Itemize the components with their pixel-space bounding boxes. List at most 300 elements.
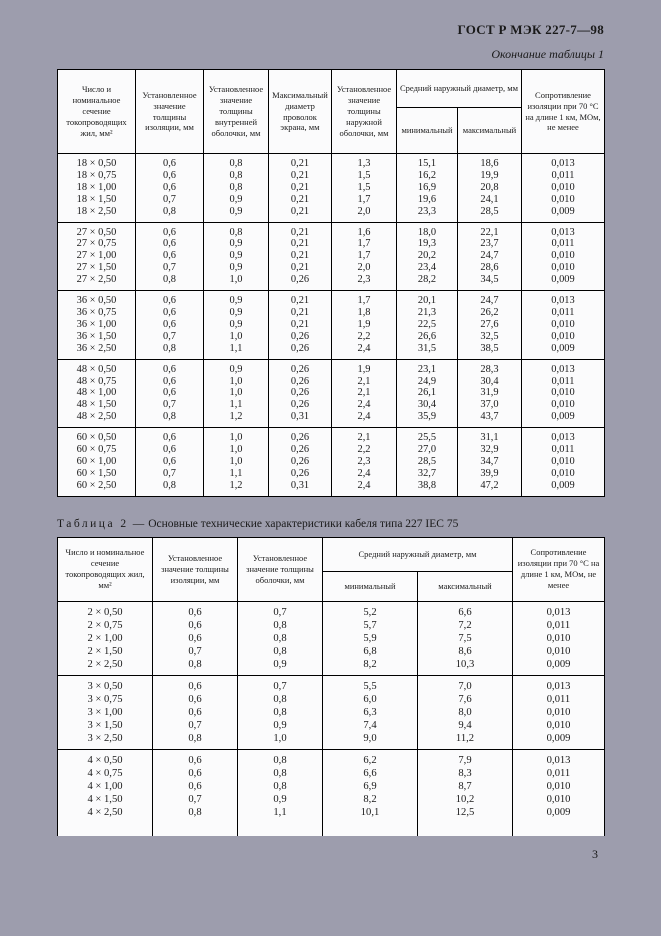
- table-cell: 26,1: [397, 387, 458, 399]
- table-continuation-row: [58, 823, 605, 836]
- table1-body: [58, 154, 605, 497]
- table-cell: 18,6: [458, 154, 522, 170]
- table-cell: 0,6: [153, 675, 238, 693]
- table-cell: 7,5: [418, 632, 513, 645]
- table-cell: 0,26: [269, 456, 332, 468]
- table-cell: 10,1: [323, 806, 418, 823]
- table-cell: 0,8: [153, 732, 238, 750]
- table-cell: 4 × 1,00: [58, 780, 153, 793]
- table-cell: 0,8: [238, 693, 323, 706]
- table-cell: 0,013: [513, 601, 605, 619]
- table-cell: 0,8: [204, 170, 269, 182]
- table-cell: 0,21: [269, 262, 332, 274]
- table-cell: 0,8: [238, 706, 323, 719]
- table-cell: 0,009: [522, 411, 605, 427]
- table-cell: 0,6: [136, 359, 204, 375]
- table-cell: 0,8: [238, 632, 323, 645]
- table-row: [58, 675, 605, 693]
- table-cell: 20,2: [397, 250, 458, 262]
- table-cell: 0,7: [153, 719, 238, 732]
- table-cell: 0,6: [136, 319, 204, 331]
- table-cell: 3 × 1,00: [58, 706, 153, 719]
- table-cell: 1,1: [204, 343, 269, 359]
- table-cell: 0,26: [269, 387, 332, 399]
- table2-header: [58, 537, 605, 601]
- table-cell: 1,7: [332, 238, 397, 250]
- table-cell: 60 × 0,75: [58, 444, 136, 456]
- table-cell: 0,010: [522, 399, 605, 411]
- table1-header-diameter-max: максимальный: [458, 108, 522, 154]
- table-cell: 7,0: [418, 675, 513, 693]
- table-cell: 0,011: [513, 767, 605, 780]
- table-cell: 2,1: [332, 376, 397, 388]
- table-cell: 48 × 1,50: [58, 399, 136, 411]
- table-cell: 0,010: [513, 645, 605, 658]
- table-cell: 0,010: [522, 250, 605, 262]
- table2-header-insulation: Установленное значение толщины изоляции, мм: [153, 537, 238, 601]
- table-cell: 18 × 1,50: [58, 194, 136, 206]
- table-cell: 23,7: [458, 238, 522, 250]
- table-cell: 0,26: [269, 399, 332, 411]
- table-cell: 0,8: [204, 222, 269, 238]
- table-cell: 1,7: [332, 250, 397, 262]
- table-cell: 27 × 0,75: [58, 238, 136, 250]
- table-cell: 28,5: [458, 206, 522, 222]
- table-cell: 0,6: [153, 749, 238, 767]
- table-row: [58, 767, 605, 780]
- table-cell: 27 × 2,50: [58, 274, 136, 290]
- table-cell: 0,011: [522, 444, 605, 456]
- table-cell: 19,6: [397, 194, 458, 206]
- table-cell: 0,011: [522, 307, 605, 319]
- table-cell: 0,010: [513, 632, 605, 645]
- table-cell: 0,26: [269, 444, 332, 456]
- table-cell: 1,3: [332, 154, 397, 170]
- table-cell: 24,1: [458, 194, 522, 206]
- table-cell: 0,9: [204, 307, 269, 319]
- table-cell-empty: [238, 823, 323, 836]
- table-cell: 0,010: [513, 719, 605, 732]
- table-cell: 24,7: [458, 291, 522, 307]
- table-cell: 0,010: [522, 468, 605, 480]
- table-cell: 1,9: [332, 319, 397, 331]
- table-cell: 0,6: [136, 456, 204, 468]
- table-cell: 0,26: [269, 343, 332, 359]
- table-cell: 7,4: [323, 719, 418, 732]
- table1-header-screen-wire: Максимальный диаметр проволок экрана, мм: [269, 70, 332, 154]
- table-cell: 20,8: [458, 182, 522, 194]
- table-cell: 30,4: [397, 399, 458, 411]
- table-cell: 1,7: [332, 291, 397, 307]
- table-cell: 0,31: [269, 411, 332, 427]
- table2-header-cores: Число и номинальное сечение токопроводящих жил, мм²: [58, 537, 153, 601]
- table-cell-empty: [513, 823, 605, 836]
- doc-number: ГОСТ Р МЭК 227-7—98: [457, 22, 604, 37]
- table-cell: 0,8: [238, 619, 323, 632]
- table-cell: 60 × 2,50: [58, 480, 136, 496]
- table1-cable-specs: [57, 69, 605, 497]
- table-cell: 2 × 1,50: [58, 645, 153, 658]
- table-cell: 0,8: [136, 480, 204, 496]
- table-cell: 4 × 0,50: [58, 749, 153, 767]
- table-row: [58, 444, 605, 456]
- table-cell: 0,013: [522, 428, 605, 444]
- table-cell: 4 × 0,75: [58, 767, 153, 780]
- table-cell: 0,010: [513, 780, 605, 793]
- table-cell: 0,8: [153, 658, 238, 676]
- table-cell: 8,0: [418, 706, 513, 719]
- table-cell: 6,3: [323, 706, 418, 719]
- table2-caption-dash: —: [132, 517, 145, 530]
- table-cell: 3 × 1,50: [58, 719, 153, 732]
- table2-caption-text: Основные технические характеристики кабеля типа 227 IEC 75: [148, 517, 459, 530]
- table-cell: 0,8: [136, 343, 204, 359]
- table1-header-insulation: Установленное значение толщины изоляции, мм: [136, 70, 204, 154]
- table-cell: 0,010: [522, 319, 605, 331]
- table-cell: 43,7: [458, 411, 522, 427]
- table-cell: 0,6: [136, 182, 204, 194]
- table-row: [58, 806, 605, 823]
- table-cell: 19,3: [397, 238, 458, 250]
- table-cell: 1,9: [332, 359, 397, 375]
- table2-header-diameter-max: максимальный: [418, 571, 513, 601]
- table-cell: 2,0: [332, 262, 397, 274]
- table-cell: 0,009: [513, 732, 605, 750]
- table-cell: 0,8: [238, 780, 323, 793]
- table-cell: 60 × 1,50: [58, 468, 136, 480]
- table-cell: 0,8: [238, 645, 323, 658]
- table-row: [58, 468, 605, 480]
- table1-header: [58, 70, 605, 154]
- table-cell: 32,5: [458, 331, 522, 343]
- table-row: [58, 780, 605, 793]
- table-cell: 0,9: [204, 319, 269, 331]
- table-cell: 0,010: [522, 194, 605, 206]
- table-cell: 0,009: [513, 806, 605, 823]
- table-cell: 0,9: [204, 291, 269, 307]
- table-cell: 0,21: [269, 307, 332, 319]
- table-cell: 1,0: [204, 428, 269, 444]
- table-cell: 48 × 0,50: [58, 359, 136, 375]
- table-cell: 48 × 1,00: [58, 387, 136, 399]
- table-row: [58, 182, 605, 194]
- table-cell: 22,1: [458, 222, 522, 238]
- table-cell: 0,6: [136, 387, 204, 399]
- table-cell: 0,7: [238, 601, 323, 619]
- table-cell: 48 × 2,50: [58, 411, 136, 427]
- table-cell: 1,2: [204, 480, 269, 496]
- table-cell: 0,9: [204, 206, 269, 222]
- table-cell: 36 × 1,00: [58, 319, 136, 331]
- table-cell: 10,2: [418, 793, 513, 806]
- table-cell: 8,2: [323, 793, 418, 806]
- table-cell: 20,1: [397, 291, 458, 307]
- table-cell: 0,6: [136, 444, 204, 456]
- table-cell: 26,6: [397, 331, 458, 343]
- table-cell: 2,4: [332, 343, 397, 359]
- table-cell: 0,7: [136, 399, 204, 411]
- table-cell: 15,1: [397, 154, 458, 170]
- table-cell: 0,7: [136, 194, 204, 206]
- table-cell: 0,6: [136, 428, 204, 444]
- table-cell: 0,26: [269, 376, 332, 388]
- table-cell: 2,2: [332, 331, 397, 343]
- table-cell: 0,26: [269, 274, 332, 290]
- table-cell: 0,8: [238, 767, 323, 780]
- table-cell: 36 × 2,50: [58, 343, 136, 359]
- table-cell: 18,0: [397, 222, 458, 238]
- table2-body: [58, 601, 605, 836]
- table-cell: 31,9: [458, 387, 522, 399]
- table-cell: 0,6: [136, 222, 204, 238]
- table-cell: 0,21: [269, 206, 332, 222]
- table-cell: 21,3: [397, 307, 458, 319]
- table-cell: 0,21: [269, 319, 332, 331]
- table-cell: 28,3: [458, 359, 522, 375]
- table-cell: 18 × 2,50: [58, 206, 136, 222]
- table-cell: 36 × 1,50: [58, 331, 136, 343]
- table-cell: 0,6: [136, 307, 204, 319]
- table1-continuation-note: Окончание таблицы 1: [491, 47, 604, 61]
- table-cell: 5,5: [323, 675, 418, 693]
- table-row: [58, 291, 605, 307]
- table-cell: 1,2: [204, 411, 269, 427]
- table-row: [58, 238, 605, 250]
- table-cell: 0,6: [136, 170, 204, 182]
- table-cell: 23,3: [397, 206, 458, 222]
- table-cell: 60 × 1,00: [58, 456, 136, 468]
- table-cell: 9,4: [418, 719, 513, 732]
- table-cell: 28,5: [397, 456, 458, 468]
- table-cell: 4 × 1,50: [58, 793, 153, 806]
- table-cell: 2 × 1,00: [58, 632, 153, 645]
- table-cell-empty: [58, 823, 153, 836]
- table-cell: 0,013: [522, 291, 605, 307]
- table-cell: 31,1: [458, 428, 522, 444]
- table-row: [58, 222, 605, 238]
- table-cell: 0,21: [269, 170, 332, 182]
- table-cell: 0,21: [269, 154, 332, 170]
- table-cell: 0,26: [269, 468, 332, 480]
- table-cell: 1,0: [204, 444, 269, 456]
- table-cell: 16,9: [397, 182, 458, 194]
- table-cell: 18 × 1,00: [58, 182, 136, 194]
- table-cell: 0,010: [522, 182, 605, 194]
- table-cell: 0,009: [522, 480, 605, 496]
- table-row: [58, 719, 605, 732]
- table-cell: 38,5: [458, 343, 522, 359]
- table-row: [58, 206, 605, 222]
- table-row: [58, 619, 605, 632]
- table-cell: 27,6: [458, 319, 522, 331]
- table-cell: 1,6: [332, 222, 397, 238]
- table-cell: 2,1: [332, 428, 397, 444]
- table-row: [58, 411, 605, 427]
- table-row: [58, 250, 605, 262]
- table-cell: 0,9: [238, 793, 323, 806]
- table-cell: 0,21: [269, 291, 332, 307]
- table-cell: 1,7: [332, 194, 397, 206]
- table-cell: 36 × 0,75: [58, 307, 136, 319]
- table-cell: 1,5: [332, 182, 397, 194]
- table-cell: 7,6: [418, 693, 513, 706]
- table1-header-diameter-min: минимальный: [397, 108, 458, 154]
- table-row: [58, 331, 605, 343]
- table-cell: 0,9: [204, 359, 269, 375]
- table-cell: 12,5: [418, 806, 513, 823]
- table-cell: 0,013: [513, 675, 605, 693]
- table-cell: 32,7: [397, 468, 458, 480]
- table-cell: 25,5: [397, 428, 458, 444]
- table-cell: 0,9: [204, 262, 269, 274]
- table-cell: 2,4: [332, 411, 397, 427]
- table-cell: 27 × 0,50: [58, 222, 136, 238]
- table-row: [58, 693, 605, 706]
- table-row: [58, 170, 605, 182]
- table-row: [58, 480, 605, 496]
- table-cell: 0,6: [136, 250, 204, 262]
- table-cell: 1,0: [204, 387, 269, 399]
- table-cell: 11,2: [418, 732, 513, 750]
- table-cell: 10,3: [418, 658, 513, 676]
- table-cell: 0,010: [522, 456, 605, 468]
- table-cell: 2,4: [332, 480, 397, 496]
- table-cell: 2,1: [332, 387, 397, 399]
- table2-header-diameter-min: минимальный: [323, 571, 418, 601]
- table-row: [58, 732, 605, 750]
- table-cell: 24,7: [458, 250, 522, 262]
- table-cell: 0,6: [153, 601, 238, 619]
- table-cell: 19,9: [458, 170, 522, 182]
- table-cell: 0,31: [269, 480, 332, 496]
- table-cell: 0,6: [136, 238, 204, 250]
- table-cell: 0,009: [522, 343, 605, 359]
- table1-header-cores: Число и номинальное сечение токопроводящих жил, мм²: [58, 70, 136, 154]
- table-cell: 0,21: [269, 238, 332, 250]
- table-row: [58, 319, 605, 331]
- table-row: [58, 632, 605, 645]
- table-row: [58, 793, 605, 806]
- table-cell: 7,9: [418, 749, 513, 767]
- table-cell: 0,21: [269, 250, 332, 262]
- table-cell: 39,9: [458, 468, 522, 480]
- table-row: [58, 601, 605, 619]
- table-cell: 3 × 0,75: [58, 693, 153, 706]
- table1-header-resistance: Сопротивление изоляции при 70 °С на длине 1 км, МОм, не менее: [522, 70, 605, 154]
- table-cell: 1,0: [204, 274, 269, 290]
- table-cell: 0,26: [269, 359, 332, 375]
- table-cell: 1,0: [238, 732, 323, 750]
- table-cell: 2,0: [332, 206, 397, 222]
- table-cell: 0,21: [269, 222, 332, 238]
- table1-header-outer-sheath: Установленное значение толщины наружной оболочки, мм: [332, 70, 397, 154]
- table-cell: 0,7: [153, 645, 238, 658]
- table-cell: 26,2: [458, 307, 522, 319]
- table2-caption: [57, 518, 604, 530]
- table-cell: 0,011: [522, 238, 605, 250]
- table-cell: 2 × 0,75: [58, 619, 153, 632]
- table1-header-inner-sheath: Установленное значение толщины внутренней оболочки, мм: [204, 70, 269, 154]
- table-cell: 0,6: [136, 376, 204, 388]
- table-row: [58, 274, 605, 290]
- table-cell: 3 × 2,50: [58, 732, 153, 750]
- table-row: [58, 376, 605, 388]
- table-cell: 0,010: [513, 706, 605, 719]
- table-cell: 0,26: [269, 428, 332, 444]
- table-cell: 24,9: [397, 376, 458, 388]
- table-cell: 18 × 0,75: [58, 170, 136, 182]
- table-cell: 1,1: [204, 399, 269, 411]
- table-cell: 22,5: [397, 319, 458, 331]
- table-row: [58, 645, 605, 658]
- table-cell: 0,7: [136, 331, 204, 343]
- table-cell: 0,9: [238, 719, 323, 732]
- table-cell: 2,2: [332, 444, 397, 456]
- table-cell: 18 × 0,50: [58, 154, 136, 170]
- table-row: [58, 706, 605, 719]
- table-row: [58, 343, 605, 359]
- table-cell: 5,7: [323, 619, 418, 632]
- table-cell: 0,011: [513, 619, 605, 632]
- table-cell: 2,4: [332, 399, 397, 411]
- table-cell: 6,9: [323, 780, 418, 793]
- table-cell: 31,5: [397, 343, 458, 359]
- table-cell: 8,7: [418, 780, 513, 793]
- table-cell: 6,8: [323, 645, 418, 658]
- table-cell: 0,011: [513, 693, 605, 706]
- table-cell: 6,2: [323, 749, 418, 767]
- table-cell: 8,6: [418, 645, 513, 658]
- table-cell: 0,8: [153, 806, 238, 823]
- table-cell: 30,4: [458, 376, 522, 388]
- table-row: [58, 399, 605, 411]
- table-cell: 36 × 0,50: [58, 291, 136, 307]
- table-row: [58, 658, 605, 676]
- table-row: [58, 307, 605, 319]
- table-cell: 0,009: [522, 274, 605, 290]
- table-cell: 34,7: [458, 456, 522, 468]
- table-cell: 0,010: [522, 262, 605, 274]
- table-cell: 0,6: [136, 291, 204, 307]
- table-row: [58, 154, 605, 170]
- table-cell: 2,3: [332, 456, 397, 468]
- table1-header-diameter: Средний наружный диаметр, мм: [397, 70, 522, 108]
- table-cell: 0,010: [513, 793, 605, 806]
- table2-header-sheath: Установленное значение толщины оболочки, мм: [238, 537, 323, 601]
- table-cell: 0,8: [204, 154, 269, 170]
- table-cell: 2,4: [332, 468, 397, 480]
- table-cell: 48 × 0,75: [58, 376, 136, 388]
- table-cell: 0,9: [204, 194, 269, 206]
- table-cell: 0,8: [136, 411, 204, 427]
- table-cell: 8,3: [418, 767, 513, 780]
- table-cell: 0,8: [204, 182, 269, 194]
- table-cell: 0,6: [153, 780, 238, 793]
- table-cell: 3 × 0,50: [58, 675, 153, 693]
- table-cell: 1,0: [204, 331, 269, 343]
- table-cell: 0,009: [513, 658, 605, 676]
- table-cell: 0,011: [522, 376, 605, 388]
- table2-cable-specs: [57, 537, 605, 836]
- table-row: [58, 387, 605, 399]
- table-cell: 23,4: [397, 262, 458, 274]
- table-cell: 0,013: [522, 222, 605, 238]
- table-cell: 8,2: [323, 658, 418, 676]
- table-cell: 0,010: [522, 387, 605, 399]
- table-cell: 0,6: [153, 693, 238, 706]
- table-cell: 5,2: [323, 601, 418, 619]
- table-cell: 1,1: [204, 468, 269, 480]
